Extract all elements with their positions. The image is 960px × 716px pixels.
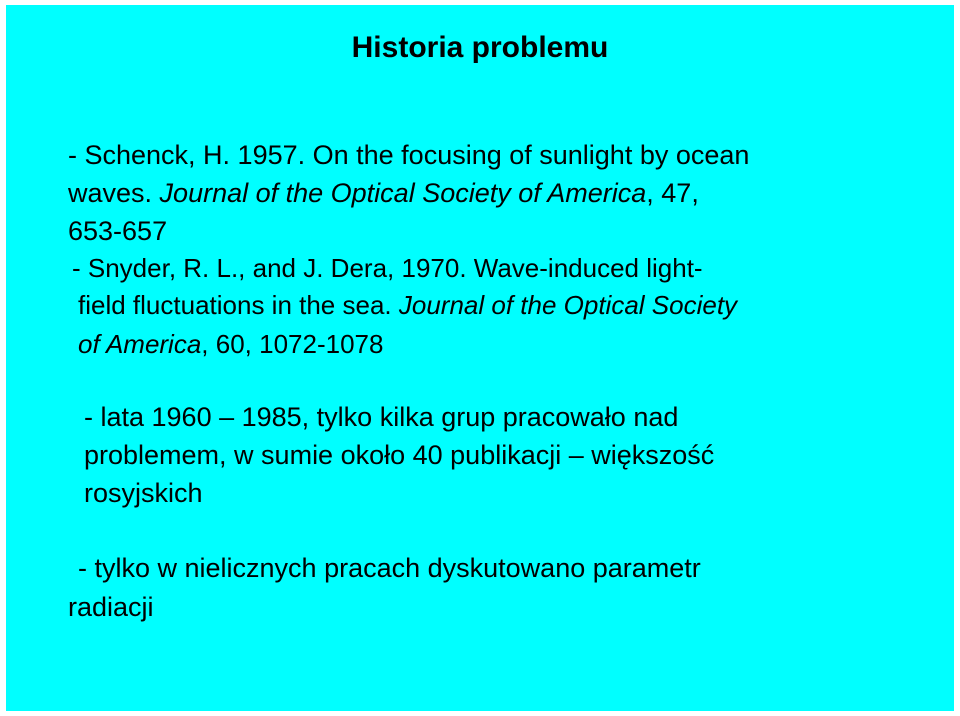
history-paragraph-line-3 (84, 475, 203, 511)
history-text: - lata 1960 – 1985, tylko kilka grup pracowało nad (84, 402, 679, 432)
journal-name: of America (78, 329, 202, 359)
history-text: rosyjskich (84, 478, 203, 508)
slide (6, 5, 954, 711)
radiance-paragraph-line-1 (78, 550, 701, 586)
reference-schenck-line-1 (68, 137, 749, 173)
reference-schenck-volume: , 47, (646, 178, 699, 208)
reference-schenck-text: waves. (68, 178, 160, 208)
reference-snyder-line-3 (78, 326, 383, 362)
history-paragraph-line-2 (84, 437, 714, 473)
history-paragraph-line-1 (84, 399, 678, 435)
reference-schenck-pages: 653-657 (68, 216, 168, 246)
reference-schenck-line-3 (68, 213, 167, 249)
journal-name: Journal of the Optical Society (398, 290, 738, 320)
journal-name: Journal of the Optical Society of America (159, 178, 647, 208)
history-text: problemem, w sumie około 40 publikacji – większość (84, 440, 715, 470)
radiance-text: radiacji (68, 592, 154, 622)
radiance-text: - tylko w nielicznych pracach dyskutowano parametr (78, 553, 701, 583)
radiance-paragraph-line-2 (68, 589, 154, 625)
slide-title: Historia problemu (351, 31, 609, 64)
reference-schenck-line-2 (68, 175, 699, 211)
reference-snyder-line-1 (72, 250, 703, 286)
reference-snyder-text: field fluctuations in the sea. (78, 290, 399, 320)
reference-snyder-line-2 (78, 287, 737, 323)
reference-snyder-text: - Snyder, R. L., and J. Dera, 1970. Wave-induced light- (72, 253, 703, 283)
reference-schenck-text: - Schenck, H. 1957. On the focusing of sunlight by ocean (68, 140, 750, 170)
reference-snyder-volume-pages: , 60, 1072-1078 (201, 329, 384, 359)
